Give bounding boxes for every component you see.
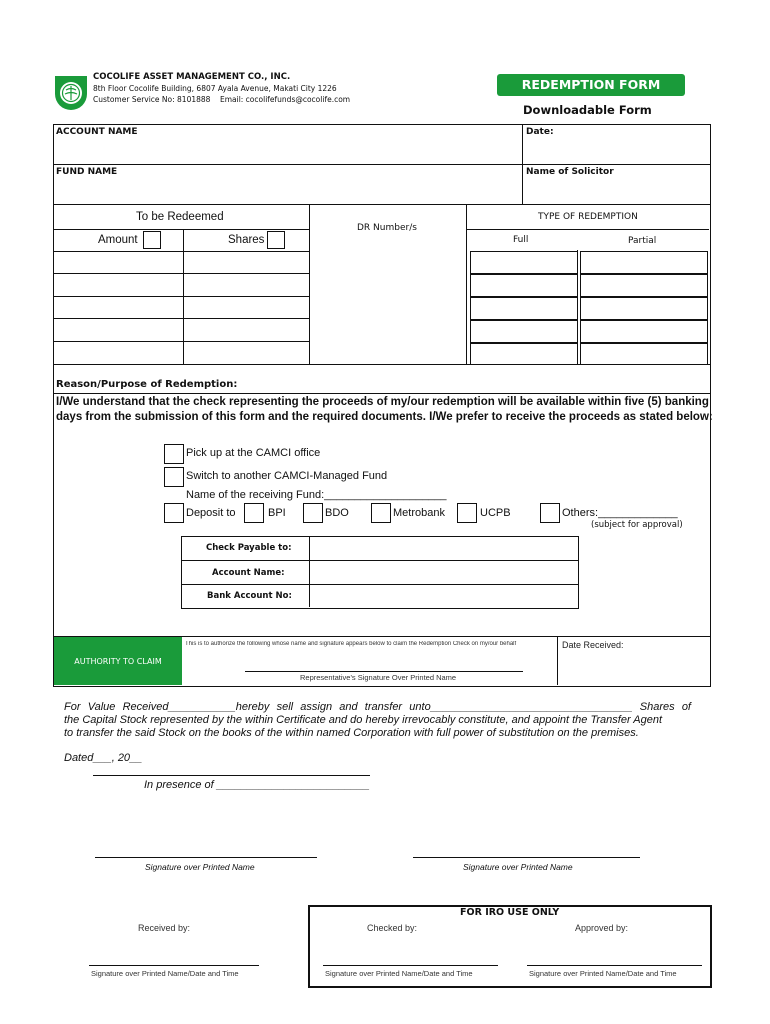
bdo-checkbox[interactable] xyxy=(303,503,323,523)
ucpb-checkbox[interactable] xyxy=(457,503,477,523)
checked-by-label: Checked by: xyxy=(367,923,418,933)
partial-box[interactable] xyxy=(580,274,708,297)
ucpb-label: UCPB xyxy=(480,507,511,519)
check-payable-label: Check Payable to: xyxy=(206,543,292,553)
pickup-label: Pick up at the CAMCI office xyxy=(186,447,321,459)
full-box[interactable] xyxy=(470,251,578,274)
received-signature-line[interactable] xyxy=(89,965,259,966)
approved-signature-label: Signature over Printed Name/Date and Time xyxy=(529,969,677,978)
pickup-checkbox[interactable] xyxy=(164,444,184,464)
switch-label: Switch to another CAMCI-Managed Fund xyxy=(186,470,388,482)
statement-line-1: I/We understand that the check representing the proceeds of my/our redemption will be available within five (5) banking xyxy=(56,396,709,408)
solicitor-label: Name of Solicitor xyxy=(526,167,614,177)
partial-header: Partial xyxy=(628,236,657,246)
dated-label: Dated___, 20__ xyxy=(64,752,143,764)
to-be-redeemed-header: To be Redeemed xyxy=(136,211,224,223)
bpi-label: BPI xyxy=(268,507,286,519)
left-signature-label: Signature over Printed Name xyxy=(145,862,255,872)
cocolife-seal-icon xyxy=(53,74,89,110)
fund-name-field[interactable] xyxy=(54,179,521,203)
approval-note: (subject for approval) xyxy=(591,520,683,530)
representative-signature-line[interactable] xyxy=(245,671,523,672)
metrobank-label: Metrobank xyxy=(393,507,445,519)
bpi-checkbox[interactable] xyxy=(244,503,264,523)
transfer-line-1: For Value Received___________hereby sell assign and transfer unto_________________________________ Shares of xyxy=(64,701,691,713)
right-signature-line[interactable] xyxy=(413,857,640,858)
iro-title: FOR IRO USE ONLY xyxy=(460,907,560,918)
form-title: REDEMPTION FORM xyxy=(497,74,685,96)
partial-box[interactable] xyxy=(580,251,708,274)
deposit-label: Deposit to xyxy=(186,507,236,519)
company-address: 8th Floor Cocolife Building, 6807 Ayala Avenue, Makati City 1226 xyxy=(93,84,337,93)
approved-signature-line[interactable] xyxy=(527,965,702,966)
right-signature-label: Signature over Printed Name xyxy=(463,862,573,872)
bank-account-label: Bank Account No: xyxy=(207,591,292,601)
metrobank-checkbox[interactable] xyxy=(371,503,391,523)
company-name: COCOLIFE ASSET MANAGEMENT CO., INC. xyxy=(93,72,291,82)
account-name-label: ACCOUNT NAME xyxy=(56,127,138,137)
date-label: Date: xyxy=(526,127,554,137)
check-payable-field[interactable] xyxy=(311,538,576,559)
check-account-name-field[interactable] xyxy=(311,562,576,583)
authority-text: This is to authorize the following whose name and signature appears below to claim the Redemption Check on my/our behalf xyxy=(185,641,517,647)
checked-signature-label: Signature over Printed Name/Date and Time xyxy=(325,969,473,978)
company-contact: Customer Service No: 8101888 Email: cocolifefunds@cocolife.com xyxy=(93,95,351,104)
bdo-label: BDO xyxy=(325,507,349,519)
form-subtitle: Downloadable Form xyxy=(523,103,652,117)
reason-label: Reason/Purpose of Redemption: xyxy=(56,379,238,390)
full-box[interactable] xyxy=(470,343,578,365)
date-received-label: Date Received: xyxy=(562,640,624,650)
authority-label: AUTHORITY TO CLAIM xyxy=(54,637,182,685)
amount-checkbox[interactable] xyxy=(143,231,161,249)
full-box[interactable] xyxy=(470,297,578,320)
check-account-name-label: Account Name: xyxy=(212,568,285,578)
account-name-field[interactable] xyxy=(54,139,521,163)
partial-box[interactable] xyxy=(580,320,708,343)
type-of-redemption-header: TYPE OF REDEMPTION xyxy=(538,212,638,222)
company-logo xyxy=(53,74,89,110)
deposit-checkbox[interactable] xyxy=(164,503,184,523)
solicitor-field[interactable] xyxy=(523,179,708,203)
switch-checkbox[interactable] xyxy=(164,467,184,487)
date-field[interactable] xyxy=(523,139,708,163)
transfer-line-3: to transfer the said Stock on the books of the within named Corporation with full power of substitution on the premises. xyxy=(64,727,639,739)
approved-by-label: Approved by: xyxy=(575,923,629,933)
partial-box[interactable] xyxy=(580,343,708,365)
checked-signature-line[interactable] xyxy=(323,965,498,966)
statement-line-2: days from the submission of this form and the required documents. I/We prefer to receive the proceeds as stated below: xyxy=(56,411,713,423)
left-signature-line[interactable] xyxy=(95,857,317,858)
bank-account-field[interactable] xyxy=(311,586,576,606)
received-by-label: Received by: xyxy=(138,923,191,933)
full-box[interactable] xyxy=(470,274,578,297)
received-signature-label: Signature over Printed Name/Date and Time xyxy=(91,969,239,978)
presence-label: In presence of _________________________ xyxy=(144,779,370,791)
shares-label: Shares xyxy=(228,234,265,246)
others-checkbox[interactable] xyxy=(540,503,560,523)
fund-name-label: FUND NAME xyxy=(56,167,118,177)
partial-box[interactable] xyxy=(580,297,708,320)
transfer-line-2: the Capital Stock represented by the within Certificate and do hereby irrevocably constitute, and appoint the Transfer Agent xyxy=(64,714,663,726)
amount-label: Amount xyxy=(98,234,138,246)
others-label: Others:_____________ xyxy=(562,507,678,519)
full-box[interactable] xyxy=(470,320,578,343)
full-header: Full xyxy=(513,235,529,245)
receiving-fund-label: Name of the receiving Fund:____________________ xyxy=(186,489,447,501)
dr-number-header: DR Number/s xyxy=(357,223,417,233)
shares-checkbox[interactable] xyxy=(267,231,285,249)
presence-top-line[interactable] xyxy=(93,775,370,776)
representative-signature-label: Representative's Signature Over Printed Name xyxy=(300,673,457,682)
